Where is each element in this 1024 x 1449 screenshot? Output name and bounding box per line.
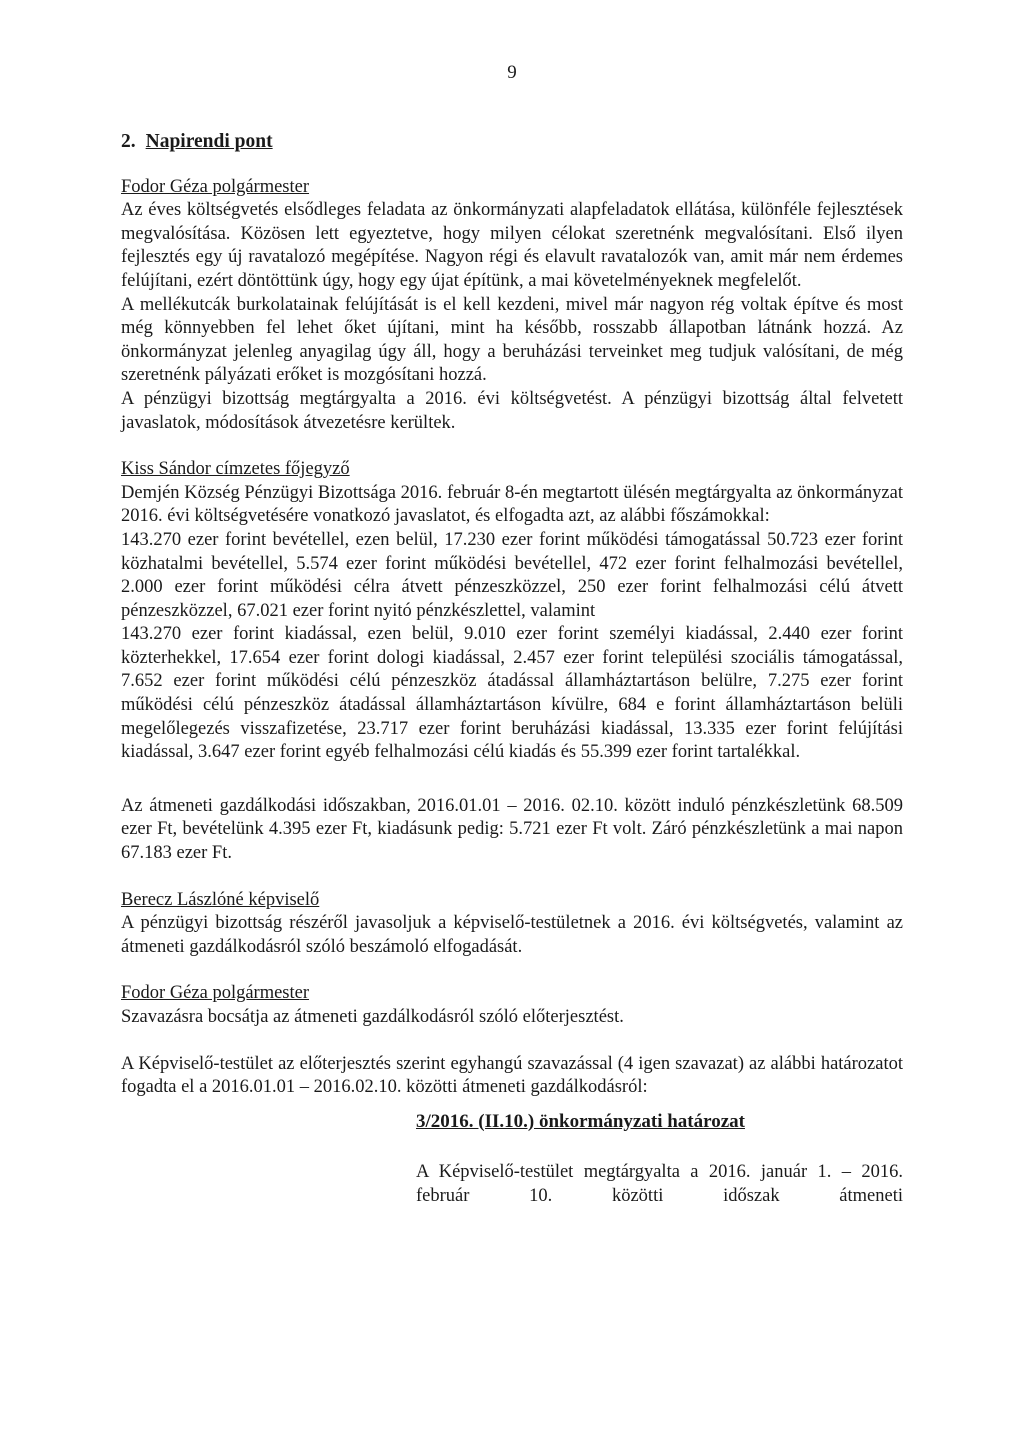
agenda-title: Napirendi pont bbox=[145, 131, 273, 152]
budget-expense-paragraph: 143.270 ezer forint kiadással, ezen belül, 9.010 ezer forint személyi kiadással, 2.440 ezer forint közterhekkel, 17.654 ezer forint dologi kiadással, 2.457 ezer forint települési szociális támogatással, 7.652 ezer forint működési célú pénzeszköz átadással államháztartáson belülre, 7.275 ezer forint működési célú pénzeszköz átadással államháztartáson kívülre, 684 e forint államháztartáson belüli megelőlegezés visszafizetése, 23.717 ezer forint beruházási kiadással, 13.335 ezer forint felújítási kiadással, 3.647 ezer forint egyéb felhalmozási célú kiadás és 55.399 ezer forint tartalékkal. bbox=[121, 624, 903, 763]
speech-notary bbox=[121, 458, 903, 765]
page-number: 9 bbox=[507, 62, 517, 83]
transition-period-block bbox=[121, 795, 903, 866]
resolution-body: A Képviselő-testület megtárgyalta a 2016. január 1. – 2016. február 10. közötti időszak átmeneti bbox=[416, 1162, 903, 1206]
speech-paragraph: A mellékutcák burkolatainak felújítását is el kell kezdeni, mivel már nagyon rég voltak építve és most még könnyebben fel lehet őket újítani, mint ha később, rosszabb állapotban látnánk hozzá. Az önkormányzat jelenleg anyagilag úgy áll, hogy a beruházási terveinket meg tudjuk valósítani, de még szeretnénk pályázati erőket is mozgósítani hozzá. bbox=[121, 294, 903, 386]
page-content bbox=[121, 130, 903, 1209]
speech-paragraph: A pénzügyi bizottság megtárgyalta a 2016. évi költségvetést. A pénzügyi bizottság által felvetett javaslatok, módosítások átvezetésre kerültek. bbox=[121, 388, 903, 433]
speech-paragraph: A pénzügyi bizottság részéről javasoljuk a képviselő-testületnek a 2016. évi költségvetés, valamint az átmeneti gazdálkodásról szóló beszámoló elfogadását. bbox=[121, 913, 903, 957]
speech-mayor-1 bbox=[121, 176, 903, 436]
transition-paragraph: Az átmeneti gazdálkodási időszakban, 2016.01.01 – 2016. 02.10. között induló pénzkészletünk 68.509 ezer Ft, bevételünk 4.395 ezer Ft, kiadásunk pedig: 5.721 ezer Ft volt. Záró pénzkészletünk a mai napon 67.183 ezer Ft. bbox=[121, 795, 903, 864]
resolution-title: 3/2016. (II.10.) önkormányzati határozat bbox=[416, 1110, 745, 1132]
agenda-number: 2. bbox=[121, 131, 136, 152]
speaker-name: Berecz Lászlóné képviselő bbox=[121, 889, 320, 910]
vote-statement: A Képviselő-testület az előterjesztés szerint egyhangú szavazással (4 igen szavazat) az alábbi határozatot fogadta el a 2016.01.01 – 2016.02.10. közötti átmeneti gazdálkodásról: bbox=[121, 1053, 903, 1098]
speaker-name: Kiss Sándor címzetes főjegyző bbox=[121, 459, 350, 480]
speaker-name: Fodor Géza polgármester bbox=[121, 176, 310, 197]
speech-mayor-2 bbox=[121, 982, 903, 1029]
speaker-name: Fodor Géza polgármester bbox=[121, 983, 310, 1004]
speech-paragraph: Demjén Község Pénzügyi Bizottsága 2016. február 8-én megtartott ülésén megtárgyalta az önkormányzat 2016. évi költségvetésére vonatkozó javaslatot, és elfogadta azt, az alábbi főszámokkal: bbox=[121, 482, 903, 527]
speech-representative bbox=[121, 889, 903, 960]
agenda-heading bbox=[121, 130, 903, 154]
speech-paragraph: Az éves költségvetés elsődleges feladata az önkormányzati alapfeladatok ellátása, különféle fejlesztések megvalósítása. Közösen lett egyeztetve, hogy milyen célokat szeretnénk megvalósítani. Első ilyen fejlesztés egy új ravatalozó megépítése. Nagyon régi és elavult ravatalozók van, amit már nem érdemes felújítani, ezért döntöttünk úgy, hogy egy újat építünk, a mai követelményeknek megfelelőt. bbox=[121, 200, 903, 291]
speech-paragraph: Szavazásra bocsátja az átmeneti gazdálkodásról szóló előterjesztést. bbox=[121, 1007, 624, 1027]
budget-revenue-paragraph: 143.270 ezer forint bevétellel, ezen belül, 17.230 ezer forint működési támogatással 50.723 ezer forint közhatalmi bevétellel, 5.574 ezer forint működési bevétellel, 472 ezer forint felhalmozási bevétellel, 2.000 ezer forint működési célra átvett pénzeszközzel, 250 ezer forint felhalmozási célú átvett pénzeszközzel, 67.021 ezer forint nyitó pénzkészlettel, valamint bbox=[121, 529, 903, 621]
vote-block bbox=[121, 1053, 903, 1100]
